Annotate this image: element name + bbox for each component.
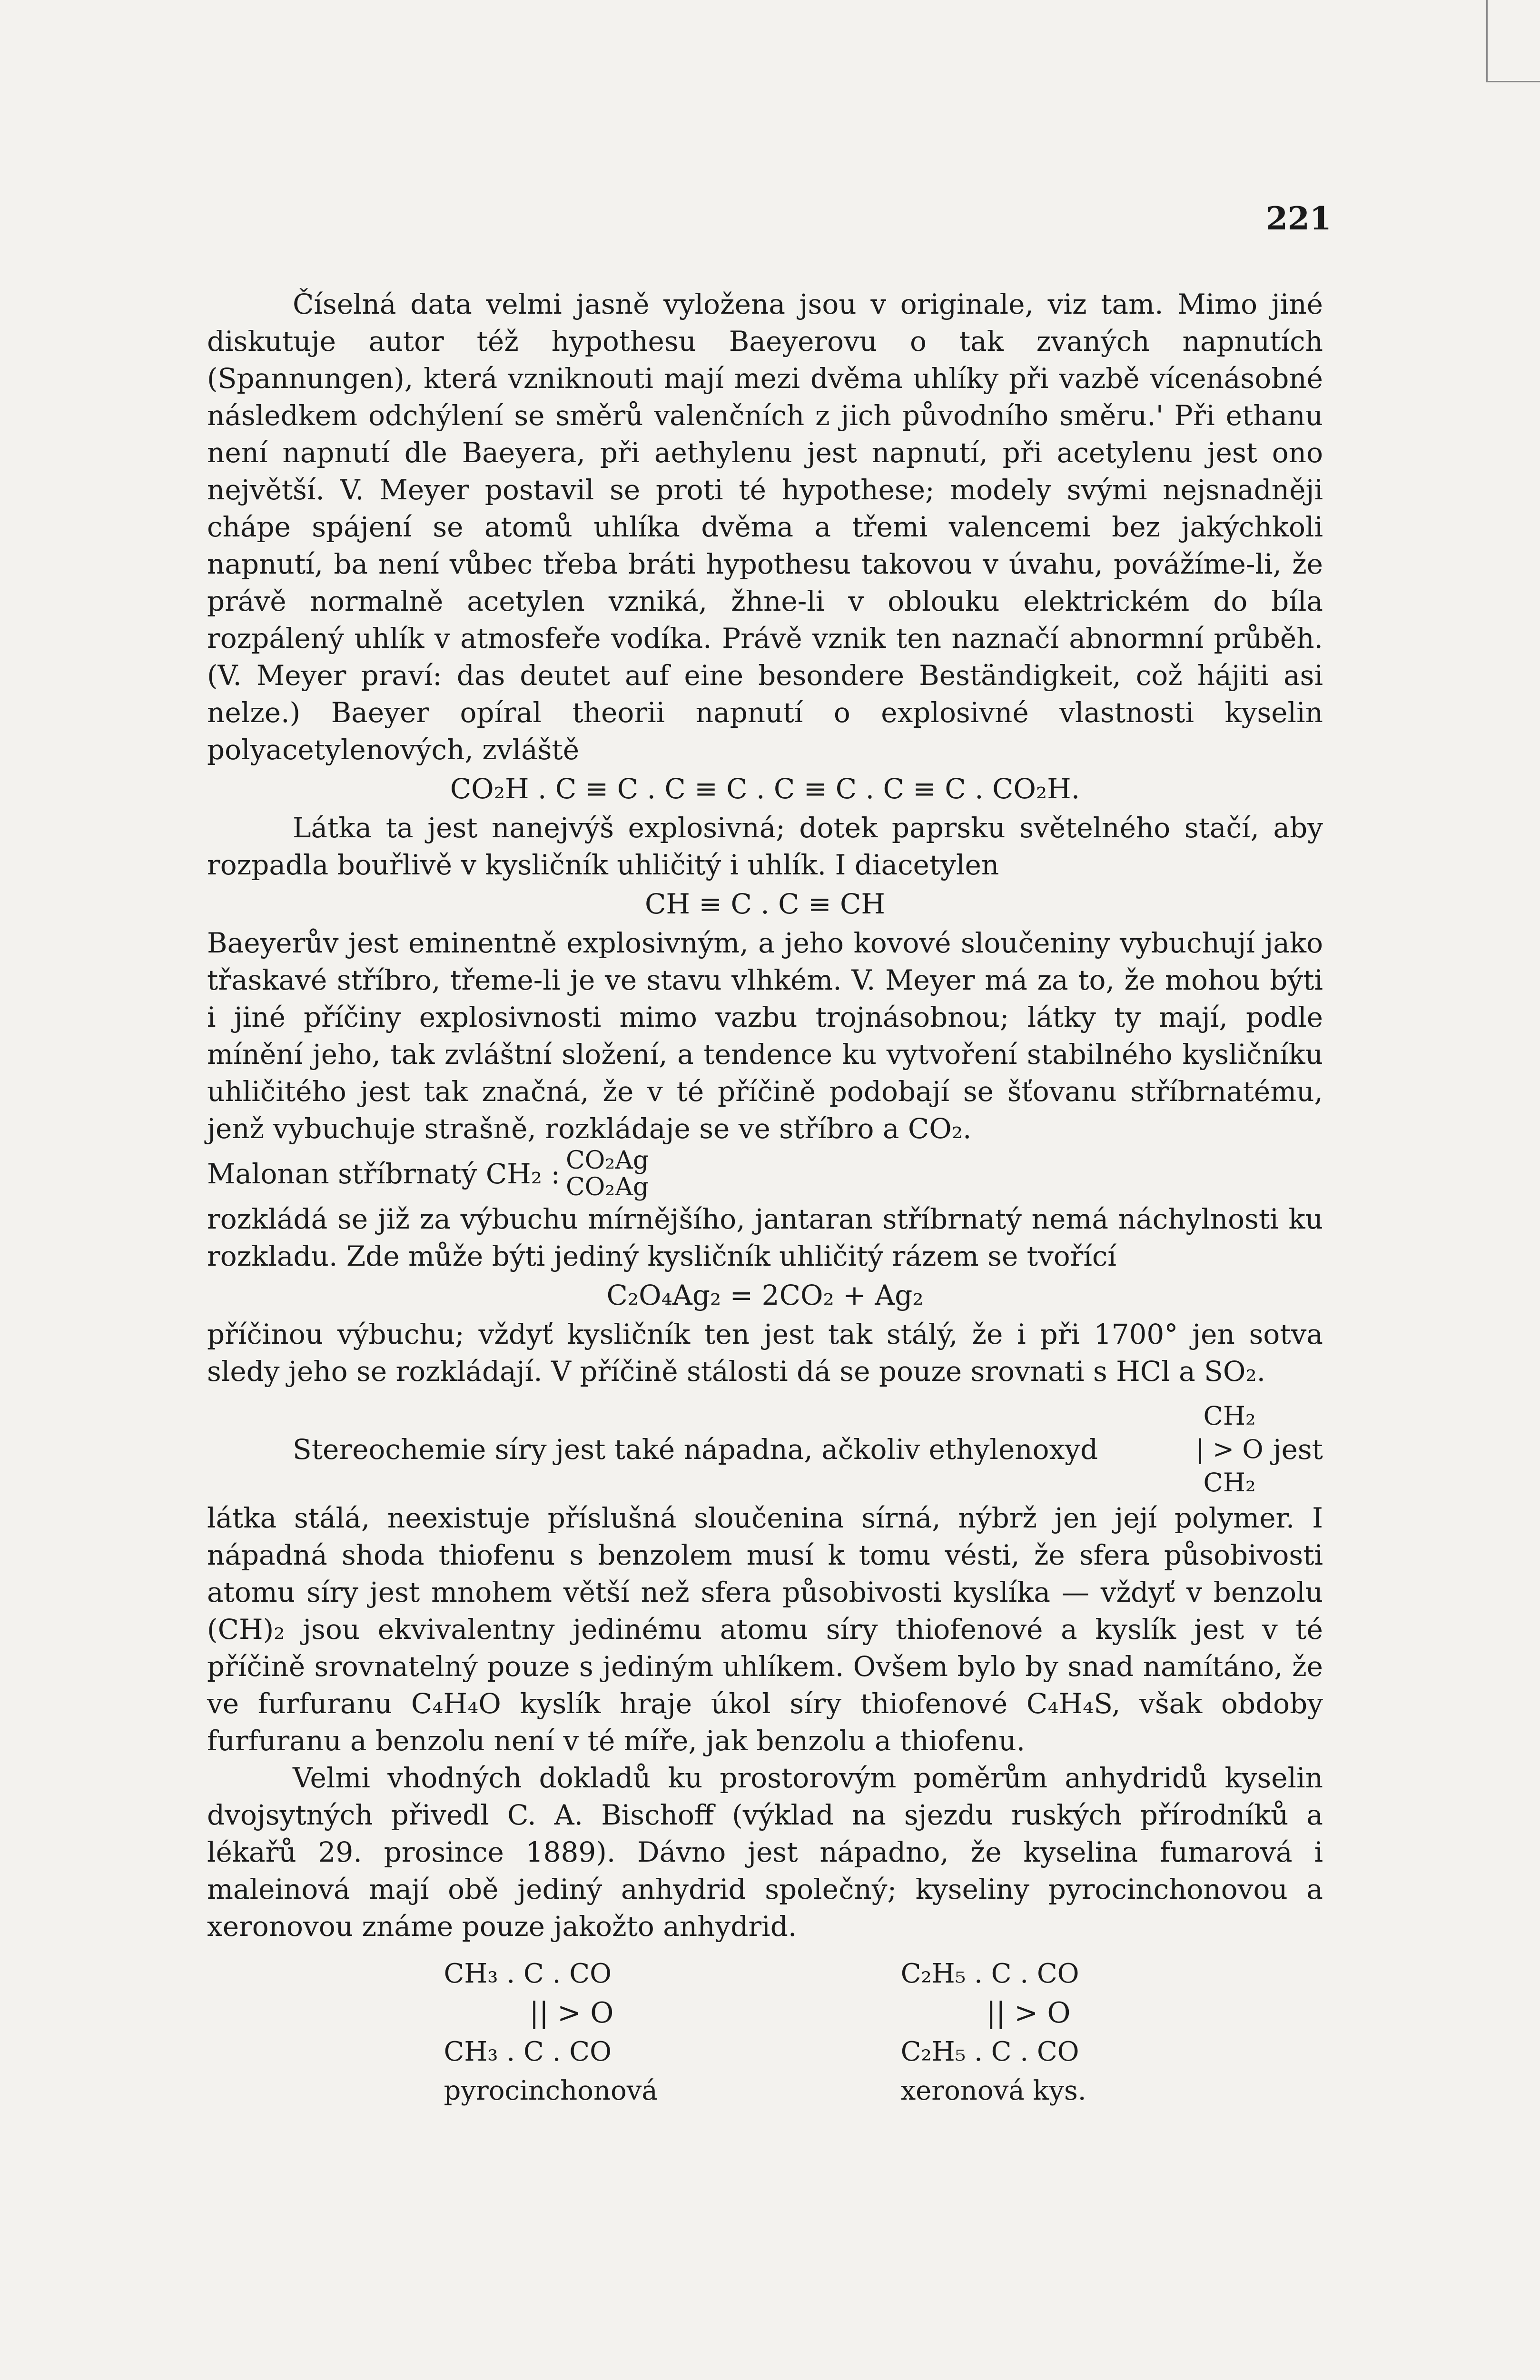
anhydride-structures xyxy=(444,1954,1086,2111)
paragraph-4: rozkládá se již za výbuchu mírnějšího, jantaran stříbrnatý nemá náchylnosti ku rozkladu. Zde může býti jediný kysličník uhličitý rázem se tvořící xyxy=(207,1203,1323,1272)
structure-right-bottom: C₂H₅ . C . CO xyxy=(900,2036,1079,2067)
paragraph-8: Velmi vhodných dokladů ku prostorovým poměrům anhydridů kyselin dvojsytných přivedl C. A. Bischoff (výklad na sjezdu ruských přírodníků a lékařů 29. prosince 1889). Dávno jest nápadno, že kyselina fumarová i maleinová mají obě jediný anhydrid společný; kyseliny pyrocinchonovou a xeronovou známe pouze jakožto anhydrid. xyxy=(207,1762,1323,1943)
structure-right-label: xeronová kys. xyxy=(900,2075,1086,2106)
ethylenoxide-structure xyxy=(1196,1399,1264,1499)
ethylenoxide-text: Stereochemie síry jest také nápadna, ačkoliv ethylenoxyd xyxy=(293,1433,1098,1466)
paragraph-1: Číselná data velmi jasně vyložena jsou v originale, viz tam. Mimo jiné diskutuje autor též hypothesu Baeyerovu o tak zvaných napnutích (Spannungen), která vzniknouti mají mezi dvěma uhlíky při vazbě vícenásobné následkem odchýlení se směrů valenčních z jich původního směru.' Při ethanu není napnutí dle Baeyera, při aethylenu jest napnutí, při acetylenu jest ono největší. V. Meyer postavil se proti té hypothese; modely svými nejsnadněji chápe spájení se atomů uhlíka dvěma a třemi valencemi bez jakýchkoli napnutí, ba není vůbec třeba bráti hypothesu takovou v úvahu, povážíme-li, že právě normalně acetylen vzniká, žhne-li v oblouku elektrickém do bíla rozpálený uhlík v atmosfeře vodíka. Právě vznik ten naznačí abnormní průběh. (V. Meyer praví: das deutet auf eine besondere Beständigkeit, což hájiti asi nelze.) Baeyer opíral theorii napnutí o explosivné vlastnosti kyselin polyacetylenových, zvláště xyxy=(207,288,1323,766)
struct-mid: | > O xyxy=(1195,1434,1264,1464)
structure-left-bottom: CH₃ . C . CO xyxy=(444,2036,612,2067)
paragraph-2: Látka ta jest nanejvýš explosivná; dotek paprsku světelného stačí, aby rozpadla bouřlivě v kysličník uhličitý i uhlík. I diacetylen xyxy=(207,812,1323,881)
formula-decomposition: C₂O₄Ag₂ = 2CO₂ + Ag₂ xyxy=(606,1279,924,1311)
structure-left-top: CH₃ . C . CO xyxy=(444,1958,612,1989)
fraction-denominator: CO₂Ag xyxy=(566,1173,649,1201)
ethylenoxide-tail: jest xyxy=(1273,1433,1323,1466)
page-number: 221 xyxy=(1266,200,1332,237)
structure-left-bond: || xyxy=(529,1996,549,2030)
paragraph-5: příčinou výbuchu; vždyť kysličník ten jest tak stálý, že i při 1700° jen sotva sledy jeho se rozkládají. V příčině stálosti dá se pouze srovnati s HCl a SO₂. xyxy=(207,1318,1323,1388)
structure-xeronic xyxy=(901,1954,1086,2111)
structure-left-label: pyrocinchonová xyxy=(444,2075,658,2106)
structure-right-bond: || xyxy=(986,1996,1006,2030)
formula-polyacetylene: CO₂H . C ≡ C . C ≡ C . C ≡ C . C ≡ C . CO₂H. xyxy=(450,773,1080,805)
paragraph-3: Baeyerův jest eminentně explosivným, a jeho kovové sloučeniny vybuchují jako třaskavé stříbro, třeme-li je ve stavu vlhkém. V. Meyer má za to, že mohou býti i jiné příčiny explosivnosti mimo vazbu trojnásobnou; látky ty mají, podle mínění jeho, tak zvláštní složení, a tendence ku vytvoření stabilného kysličníku uhličitého jest tak značná, že v té příčině podobají se šťovanu stříbrnatému, jenž vybuchuje strašně, rozkládaje se ve stříbro a CO₂. xyxy=(207,927,1323,1145)
struct-bottom: CH₂ xyxy=(1203,1468,1256,1497)
malonate-text: Malonan stříbrnatý CH₂ : xyxy=(207,1158,560,1190)
structure-right-top: C₂H₅ . C . CO xyxy=(900,1958,1079,1989)
page-edge-mark xyxy=(1486,0,1540,82)
malonate-fraction xyxy=(566,1147,649,1200)
page-body xyxy=(207,286,1323,2111)
ethylenoxide-line xyxy=(207,1399,1323,1499)
fraction-numerator: CO₂Ag xyxy=(566,1146,649,1175)
paragraph-7: látka stálá, neexistuje příslušná sloučenina sírná, nýbrž jen její polymer. I nápadná shoda thiofenu s benzolem musí k tomu vésti, že sfera působivosti atomu síry jest mnohem větší než sfera působivosti kyslíka — vždyť v benzolu (CH)₂ jsou ekvivalentny jedinému atomu síry thiofenové a kyslík jest v té příčině srovnatelný pouze s jediným uhlíkem. Ovšem bylo by snad namítáno, že ve furfuranu C₄H₄O kyslík hraje úkol síry thiofenové C₄H₄S, však obdoby furfuranu a benzolu není v té míře, jak benzolu a thiofenu. xyxy=(207,1502,1323,1757)
malonate-line xyxy=(207,1147,1323,1200)
structure-left-arrow: > O xyxy=(557,1996,614,2030)
structure-pyrocinchonic xyxy=(444,1954,658,2111)
structure-right-arrow: > O xyxy=(1014,1996,1071,2030)
formula-diacetylene: CH ≡ C . C ≡ CH xyxy=(645,888,885,920)
struct-top: CH₂ xyxy=(1203,1401,1256,1431)
